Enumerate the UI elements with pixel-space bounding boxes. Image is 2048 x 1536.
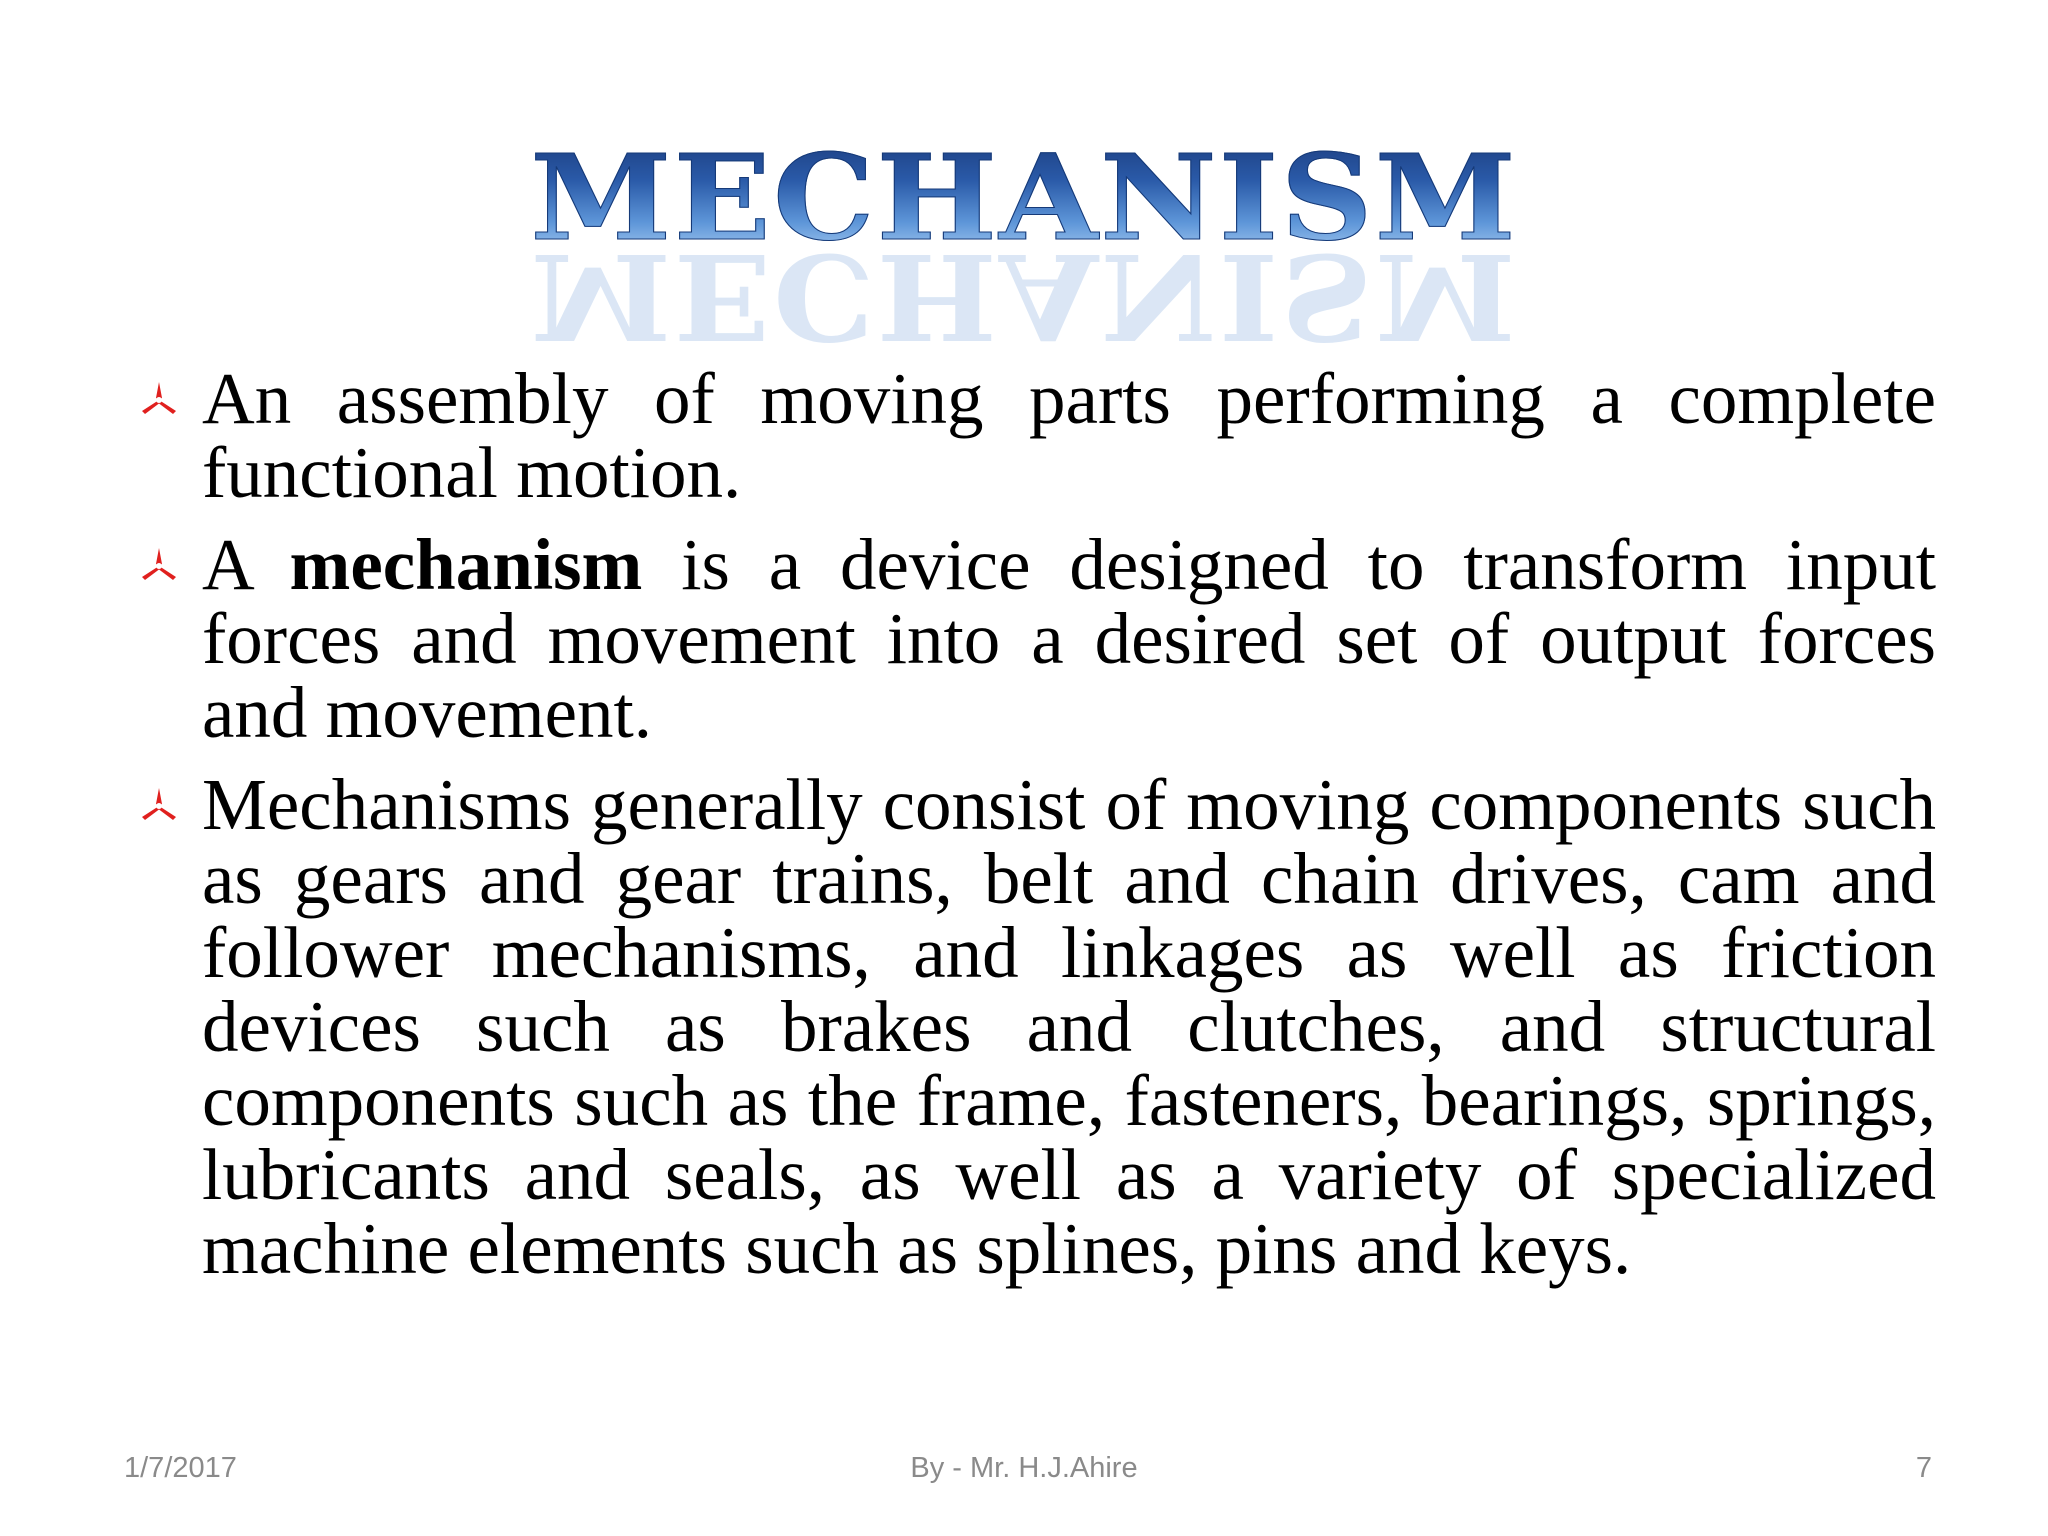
slide-title-reflection-text: MECHANISM	[530, 227, 1518, 366]
red-propeller-icon	[136, 378, 182, 418]
bullet-item	[130, 764, 1936, 1289]
bullet-text: Mechanisms generally consist of moving components such as gears and gear trains, belt and chain drives, cam and follower mechanisms, and linkages as well as friction devices such as brakes and clutches, and structural components such as the frame, fasteners, bearings, springs, lubricants and seals, as well as a variety of specialized machine elements such as splines, pins and keys.	[202, 764, 1936, 1289]
slide-title: MECHANISM	[530, 128, 1518, 267]
bullet-text-bold: mechanism	[289, 524, 643, 605]
bullet-text-prefix: A	[202, 524, 290, 605]
bullet-text: An assembly of moving parts performing a complete functional motion.	[202, 358, 1936, 513]
footer-date: 1/7/2017	[124, 1452, 237, 1484]
bullet-text-suffix: is a device designed to transform input forces and movement into a desired set of output forces and movement.	[202, 524, 1936, 753]
slide-title-container	[0, 128, 2048, 308]
red-propeller-icon	[136, 544, 182, 584]
bullet-item	[130, 524, 1936, 753]
bullet-item	[130, 358, 1936, 513]
red-propeller-icon	[136, 784, 182, 824]
footer-author: By - Mr. H.J.Ahire	[910, 1452, 1138, 1484]
footer-page-number: 7	[1915, 1452, 1932, 1484]
bullet-text	[202, 524, 1936, 753]
bullet-list	[130, 358, 1936, 1304]
